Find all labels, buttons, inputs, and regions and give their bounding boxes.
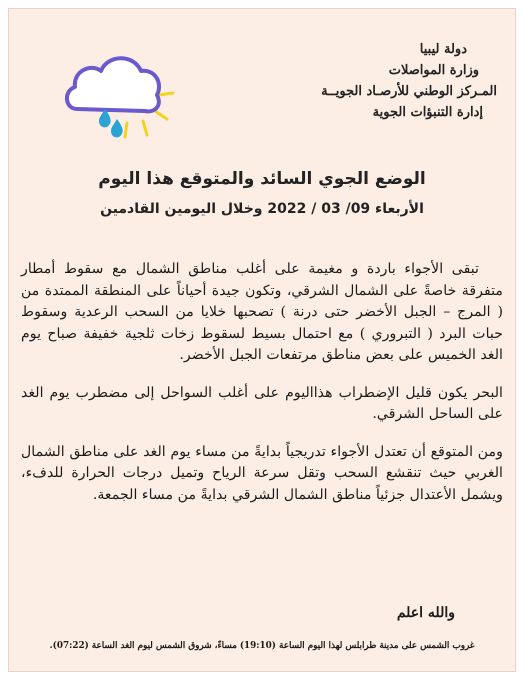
report-title: الوضع الجوي السائد والمتوقع هذا اليوم bbox=[98, 169, 426, 189]
report-body bbox=[21, 259, 503, 522]
forecast-paragraph-weather: تبقى الأجواء باردة و مغيمة على أغلب مناطق الشمال مع سقوط أمطار متفرقة خاصةً على الشمال الشرقي، وتكون جيدة أحياناً على المنطقة الممتدة من ( المرج – الجبل الأخضر حتى درنة ) تصحبها خلايا من السحب الرعدية وسقوط حبات البرد ( التبروري ) مع احتمال بسيط لسقوط زخات ثلجية خفيفة صباح يوم الغد الخميس على بعض مناطق مرتفعات الجبل الأخضر. bbox=[21, 261, 503, 363]
document-page bbox=[8, 8, 516, 672]
country-name: دولة ليبيا bbox=[419, 42, 467, 57]
department-name: إدارة التنبؤات الجوية bbox=[372, 105, 483, 120]
agency-header bbox=[237, 39, 497, 123]
report-date: الأربعاء 09/ 03 / 2022 وخلال اليومين القادمين bbox=[100, 201, 424, 217]
center-name: المـركز الوطني للأرصـاد الجويــة bbox=[321, 84, 497, 99]
ministry-name: وزارة المواصلات bbox=[388, 63, 479, 78]
forecast-paragraph-sea: البحر يكون قليل الإضطراب هذااليوم على أغلب السواحل إلى مضطرب يوم الغد على الساحل الشرقي. bbox=[21, 384, 503, 422]
forecast-paragraph-outlook: ومن المتوقع أن تعتدل الأجواء تدريجياً بدايةً من مساء يوم الغد على مناطق الشمال الغربي حيث تنقشع السحب وتقل سرعة الرياح وتميل درجات الحرارة للدفء، ويشمل الأعتدال جزئياً مناطق الشمال الشرقي بدايةً من مساء الجمعة. bbox=[21, 443, 503, 503]
closing-phrase: والله اعلم bbox=[396, 605, 455, 621]
sunset-sunrise-footer: غروب الشمس على مدينة طرابلس لهذا اليوم الساعة (19:10) مساءً، شروق الشمس ليوم الغد الساعة (07:22). bbox=[49, 641, 475, 651]
cloud-rain-sun-icon bbox=[59, 47, 189, 147]
